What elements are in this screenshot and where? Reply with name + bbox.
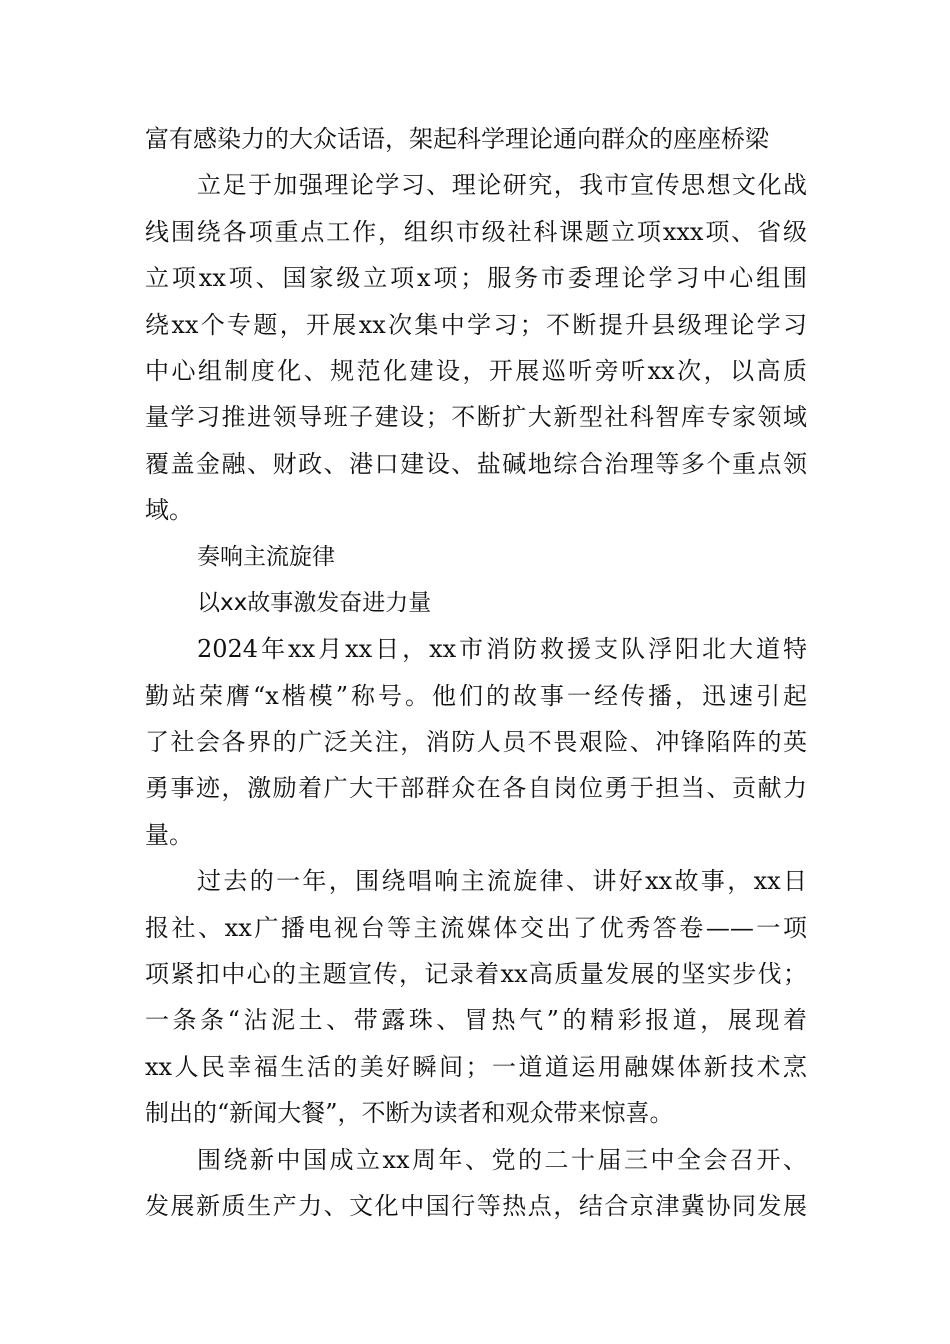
paragraph-line: 报社、xx广播电视台等主流媒体交出了优秀答卷——一项 bbox=[145, 913, 807, 942]
paragraph-line: 2024年xx月xx日，xx市消防救援支队浮阳北大道特 bbox=[197, 635, 807, 664]
paragraph-line: 勇事迹，激励着广大干部群众在各自岗位勇于担当、贡献力 bbox=[145, 774, 807, 803]
paragraph-line: 量学习推进领导班子建设；不断扩大新型社科智库专家领域 bbox=[145, 403, 807, 432]
paragraph-line: 项紧扣中心的主题宣传，记录着xx高质量发展的坚实步伐； bbox=[145, 960, 807, 989]
paragraph-line: 绕xx个专题，开展xx次集中学习；不断提升县级理论学习 bbox=[145, 310, 807, 339]
section-heading: 以xx故事激发奋进力量 bbox=[197, 589, 432, 616]
paragraph-line: 覆盖金融、财政、港口建设、盐碱地综合治理等多个重点领 bbox=[145, 449, 807, 478]
paragraph-line: 线围绕各项重点工作，组织市级社科课题立项xxx项、省级 bbox=[145, 217, 807, 246]
section-heading: 奏响主流旋律 bbox=[197, 543, 335, 570]
paragraph-line: 量。 bbox=[145, 820, 193, 849]
paragraph-line: 域。 bbox=[145, 496, 193, 525]
paragraph-line: 制出的“新闻大餐”，不断为读者和观众带来惊喜。 bbox=[145, 1099, 674, 1128]
paragraph-line: 发展新质生产力、文化中国行等热点，结合京津冀协同发展 bbox=[145, 1191, 807, 1220]
paragraph-line: 过去的一年，围绕唱响主流旋律、讲好xx故事，xx日 bbox=[197, 867, 807, 896]
paragraph-line: 了社会各界的广泛关注，消防人员不畏艰险、冲锋陷阵的英 bbox=[145, 728, 807, 757]
paragraph-line: 富有感染力的大众话语，架起科学理论通向群众的座座桥梁 bbox=[145, 125, 769, 153]
paragraph-line: 一条条“沾泥土、带露珠、冒热气”的精彩报道，展现着 bbox=[145, 1006, 807, 1035]
paragraph-line: 围绕新中国成立xx周年、党的二十届三中全会召开、 bbox=[197, 1145, 807, 1174]
paragraph-line: 立足于加强理论学习、理论研究，我市宣传思想文化战 bbox=[197, 171, 807, 200]
paragraph-line: 立项xx项、国家级立项x项；服务市委理论学习中心组围 bbox=[145, 264, 807, 293]
paragraph-line: 勤站荣膺“x楷模”称号。他们的故事一经传播，迅速引起 bbox=[145, 681, 807, 710]
document-body bbox=[145, 116, 807, 1229]
paragraph-line: 中心组制度化、规范化建设，开展巡听旁听xx次，以高质 bbox=[145, 356, 807, 385]
paragraph-line: xx人民幸福生活的美好瞬间；一道道运用融媒体新技术烹 bbox=[145, 1052, 807, 1081]
